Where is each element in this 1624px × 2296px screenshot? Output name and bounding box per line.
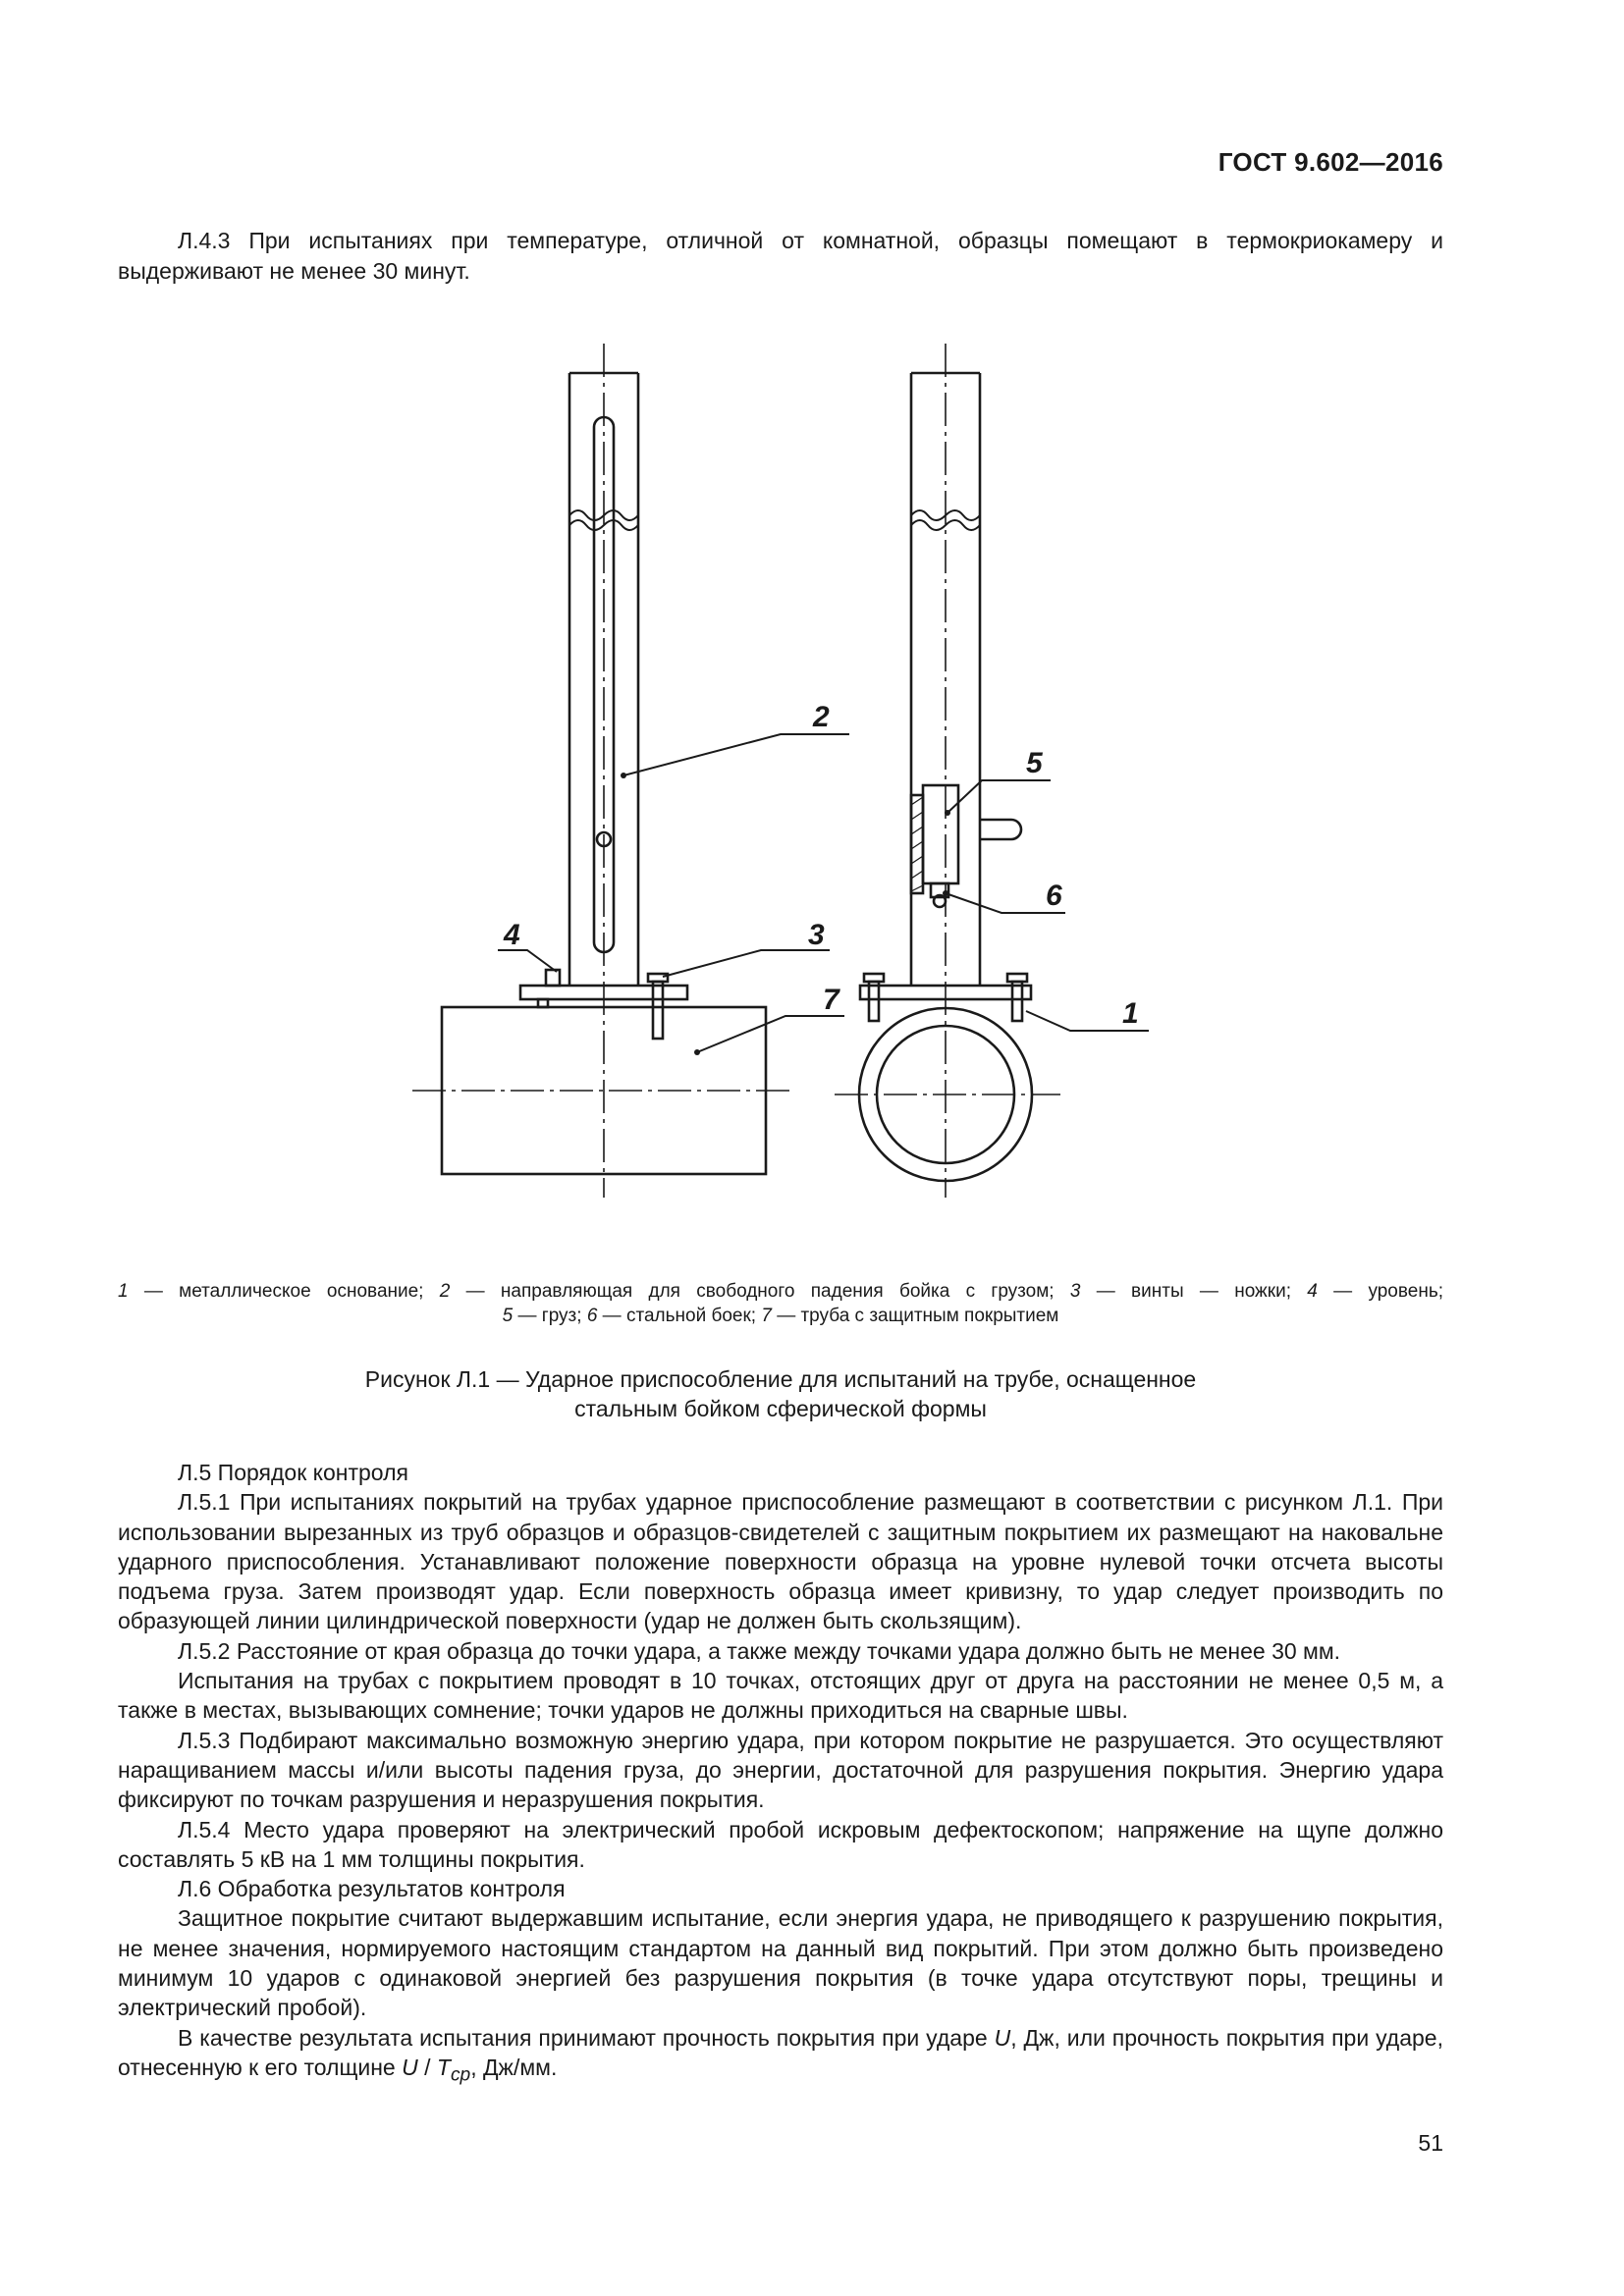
level-4 (546, 970, 560, 986)
body-text (118, 1458, 1443, 2091)
page-number: 51 (1418, 2130, 1443, 2156)
weight-5 (923, 785, 958, 883)
label-1: 1 (1122, 997, 1139, 1030)
paragraph-l6-b: В качестве результата испытания принимают прочность покрытия при ударе U, Дж, или прочность покрытия при ударе, отнесенную к его толщине U / $T_{ср}$, Дж/мм. (118, 2024, 1443, 2086)
paragraph-l6-a: Защитное покрытие считают выдержавшим испытание, если энергия удара, не приводящего к разрушению покрытия, не менее значения, нормируемого настоящим стандартом на данный вид покрытий. При этом должно быть произведено минимум 10 ударов с одинаковой энергией без разрушения покрытия (в точке удара отсутствуют поры, трещины и электрический пробой). (118, 1905, 1443, 2021)
intro-paragraph: Л.4.3 При испытаниях при температуре, отличной от комнатной, образцы помещают в термокриокамеру и выдерживают не менее 30 минут. (118, 228, 1443, 284)
label-7: 7 (823, 984, 839, 1016)
label-4: 4 (504, 919, 520, 951)
figure-caption: Рисунок Л.1 — Ударное приспособление для испытаний на трубе, оснащенное стальным бойком сферической формы (364, 1366, 1197, 1421)
label-6: 6 (1046, 880, 1062, 912)
label-2: 2 (813, 701, 830, 733)
legend-row-2: 5 — груз; 6 — стальной боек; 7 — труба с защитным покрытием (502, 1306, 1059, 1326)
figure-drawing (373, 344, 1237, 1207)
label-3: 3 (808, 919, 825, 951)
paragraph-l5-2b: Испытания на трубах с покрытием проводят в 10 точках, отстоящих друг от друга на расстоянии не менее 0,5 м, а также в местах, вызывающих сомнение; точки ударов не должны приходиться на сварные швы. (118, 1668, 1443, 1724)
standard-header: ГОСТ 9.602—2016 (1218, 147, 1443, 177)
figure-legend (118, 1279, 1443, 1328)
section-l5-title: Л.5 Порядок контроля (178, 1460, 408, 1485)
legend-row-1: 1 — металлическое основание; 2 — направляющая для свободного падения бойка с грузом; 3 — винты — ножки; 4 — уровень; (118, 1281, 1443, 1302)
screw-3 (653, 982, 663, 1039)
section-l6-title: Л.6 Обработка результатов контроля (178, 1876, 566, 1902)
label-5: 5 (1026, 747, 1043, 779)
paragraph-l5-4: Л.5.4 Место удара проверяют на электрический пробой искровым дефектоскопом; напряжение на щупе должно составлять 5 кВ на 1 мм толщины покрытия. (118, 1816, 1443, 1872)
paragraph-l5-1: Л.5.1 При испытаниях покрытий на трубах ударное приспособление размещают в соответствии с рисунком Л.1. При использовании вырезанных из труб образцов и образцов-свидетелей с защитным покрытием их размещают на наковальне ударного приспособления. Устанавливают положение поверхности образца на уровне нулевой точки отсчета высоты подъема груза. Затем производят удар. Если поверхность образца имеет кривизну, то удар следует производить по образующей линии цилиндрической поверхности (удар не должен быть скользящим). (118, 1489, 1443, 1634)
paragraph-l5-2: Л.5.2 Расстояние от края образца до точки удара, а также между точками удара должно быть не менее 30 мм. (178, 1637, 1341, 1664)
figure-impact-device (373, 344, 1237, 1207)
paragraph-l5-3: Л.5.3 Подбирают максимально возможную энергию удара, при котором покрытие не разрушается. Это осуществляют наращиванием массы и/или высоты падения груза, до энергии, достаточной для разрушения покрытия. Энергию удара фиксируют по точкам разрушения и неразрушения покрытия. (118, 1727, 1443, 1813)
